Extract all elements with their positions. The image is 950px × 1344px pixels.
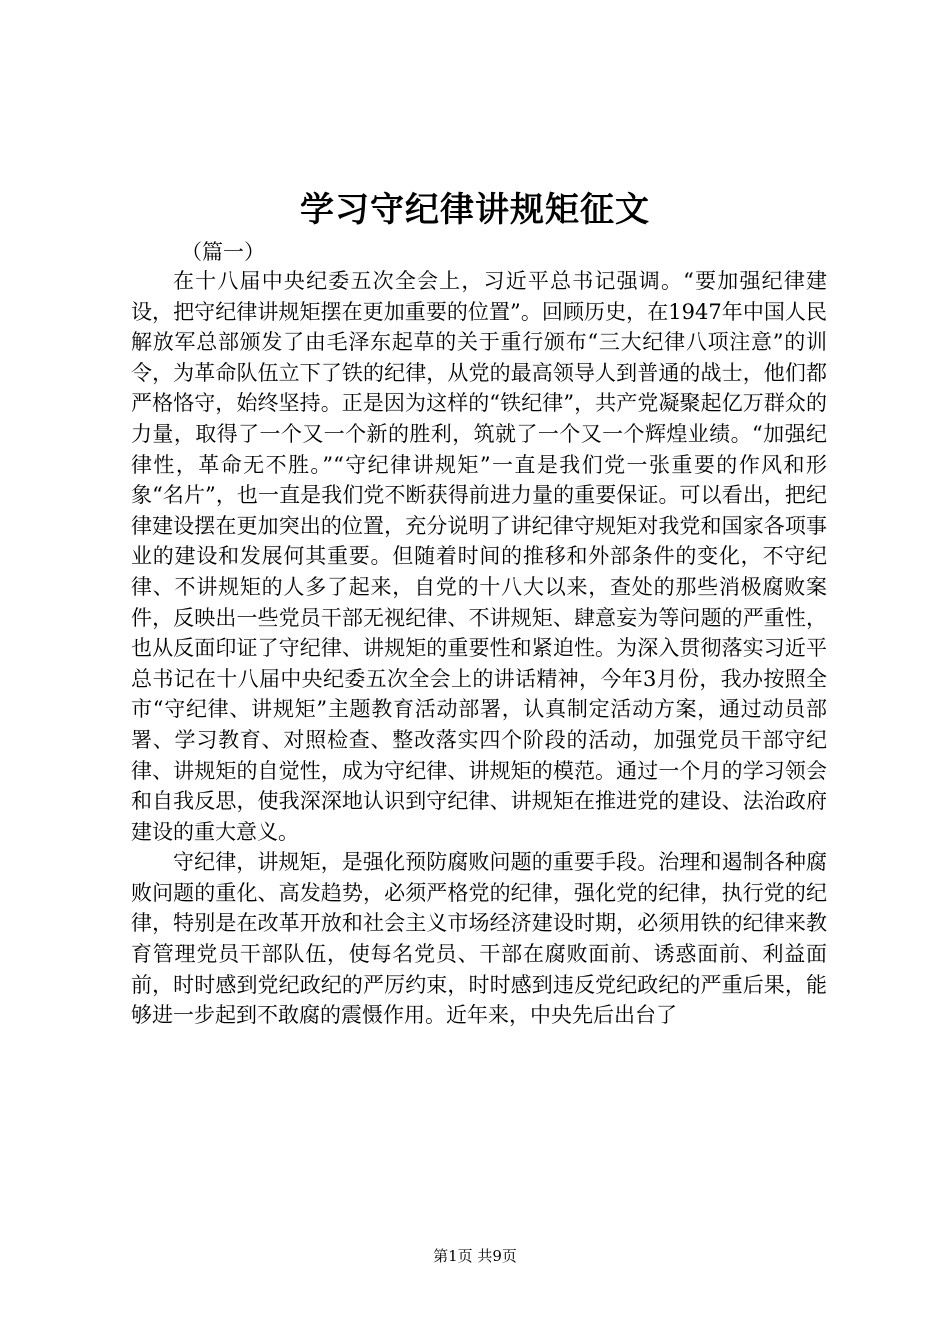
body-paragraph-2: 守纪律，讲规矩，是强化预防腐败问题的重要手段。治理和遏制各种腐败问题的重化、高发趋势，必须严格党的纪律，强化党的纪律，执行党的纪律，特别是在改革开放和社会主义市场经济建设时期，必须用铁的纪律来教育管理党员干部队伍，使每名党员、干部在腐败面前、诱惑面前、利益面前，时时感到党纪政纪的严厉约束，时时感到违反党纪政纪的严重后果，能够进一步起到不敢腐的震慑作用。近年来，中央先后出台了 bbox=[131, 850, 827, 1028]
document-body bbox=[131, 266, 827, 1031]
page-footer: 第1页 共9页 bbox=[433, 1247, 517, 1265]
document-title: 学习守纪律讲规矩征文 bbox=[300, 190, 650, 230]
body-paragraph-1: 在十八届中央纪委五次全会上，习近平总书记强调。“要加强纪律建设，把守纪律讲规矩摆在更加重要的位置”。回顾历史，在1947年中国人民解放军总部颁发了由毛泽东起草的关于重行颁布“三大纪律八项注意”的训令，为革命队伍立下了铁的纪律，从党的最高领导人到普通的战士，他们都严格恪守，始终坚持。正是因为这样的“铁纪律”，共产党凝聚起亿万群众的力量，取得了一个又一个新的胜利，筑就了一个又一个辉煌业绩。“加强纪律性，革命无不胜。”“守纪律讲规矩”一直是我们党一张重要的作风和形象“名片”，也一直是我们党不断获得前进力量的重要保证。可以看出，把纪律建设摆在更加突出的位置，充分说明了讲纪律守规矩对我党和国家各项事业的建设和发展何其重要。但随着时间的推移和外部条件的变化，不守纪律、不讲规矩的人多了起来，自党的十八大以来，查处的那些消极腐败案件，反映出一些党员干部无视纪律、不讲规矩、肆意妄为等问题的严重性，也从反面印证了守纪律、讲规矩的重要性和紧迫性。为深入贯彻落实习近平总书记在十八届中央纪委五次全会上的讲话精神，今年3月份，我办按照全市“守纪律、讲规矩”主题教育活动部署，认真制定活动方案，通过动员部署、学习教育、对照检查、整改落实四个阶段的活动，加强党员干部守纪律、讲规矩的自觉性，成为守纪律、讲规矩的模范。通过一个月的学习领会和自我反思，使我深深地认识到守纪律、讲规矩在推进党的建设、法治政府建设的重大意义。 bbox=[131, 269, 827, 844]
section-heading: （篇一） bbox=[181, 240, 265, 264]
